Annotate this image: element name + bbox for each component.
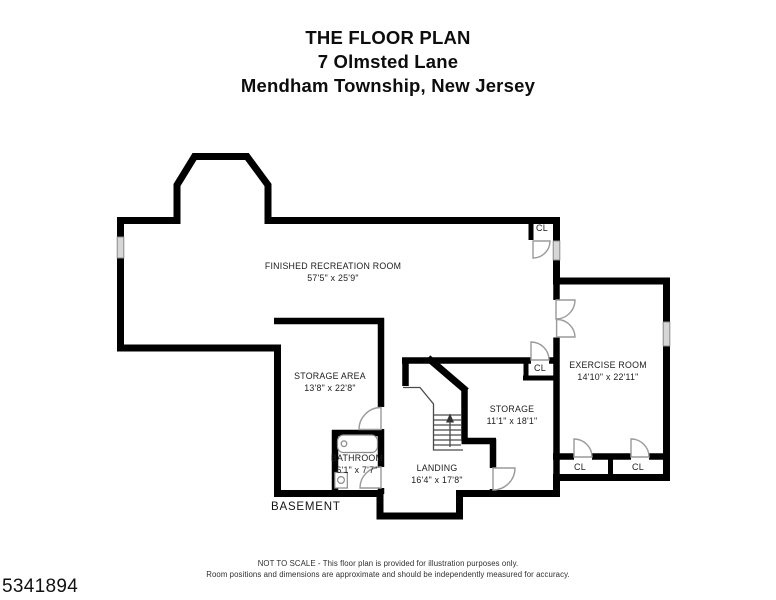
room-dims: 14'10" x 22'11" — [577, 371, 639, 382]
room-dims: 57'5" x 25'9" — [307, 272, 359, 283]
closet-label-top-right: CL — [535, 223, 549, 233]
room-name: EXERCISE ROOM — [569, 360, 647, 370]
room-dims: 6'1" x 7'7" — [336, 464, 378, 475]
bathtub-drain-icon — [341, 441, 347, 447]
door-storage-room — [493, 468, 515, 490]
disclaimer-line-1: NOT TO SCALE - This floor plan is provided for illustration purposes only. — [257, 559, 519, 568]
window-exercise-wall — [663, 322, 670, 346]
door-closet-top-right — [533, 241, 550, 258]
city-line: Mendham Township, New Jersey — [240, 75, 536, 96]
window-hall-wall — [553, 241, 560, 260]
door-storage-area — [359, 408, 381, 430]
room-dims: 11'1" x 18'1" — [486, 415, 538, 426]
staircase — [403, 388, 463, 451]
address-line: 7 Olmsted Lane — [317, 51, 459, 72]
double-door-lower-leaf — [557, 319, 575, 337]
sink-icon — [338, 477, 345, 484]
closet-label-bottom-2: CL — [631, 462, 645, 472]
room-label-storage-area — [294, 371, 366, 394]
room-name: STORAGE AREA — [294, 371, 366, 381]
disclaimer-line-2: Room positions and dimensions are approximate and should be independently measured for accuracy. — [206, 570, 570, 579]
listing-id: 5341894 — [2, 576, 79, 597]
room-label-storage — [487, 404, 538, 427]
plan-title: THE FLOOR PLAN — [305, 27, 471, 48]
room-dims: 16'4" x 17'8" — [411, 474, 463, 485]
closet-label-bottom-1: CL — [573, 462, 587, 472]
room-name: STORAGE — [489, 404, 535, 414]
room-name: FINISHED RECREATION ROOM — [264, 261, 402, 271]
room-label-bathroom — [331, 453, 383, 476]
level-label: BASEMENT — [271, 501, 341, 513]
double-door-upper-leaf — [556, 300, 575, 319]
room-name: LANDING — [416, 463, 458, 473]
room-dims: 13'8" x 22'8" — [304, 382, 356, 393]
room-label-recreation — [265, 261, 401, 284]
window-left-wall — [117, 237, 124, 258]
door-closet-bottom-1 — [574, 439, 592, 457]
disclaimer — [0, 558, 776, 580]
closet-label-mid: CL — [533, 362, 547, 373]
windows — [117, 237, 670, 346]
room-name: BATHROOM — [330, 453, 384, 463]
door-closet-mid — [531, 342, 549, 360]
room-label-landing — [411, 463, 463, 486]
door-closet-bottom-2 — [631, 439, 649, 457]
room-label-exercise — [569, 360, 647, 383]
